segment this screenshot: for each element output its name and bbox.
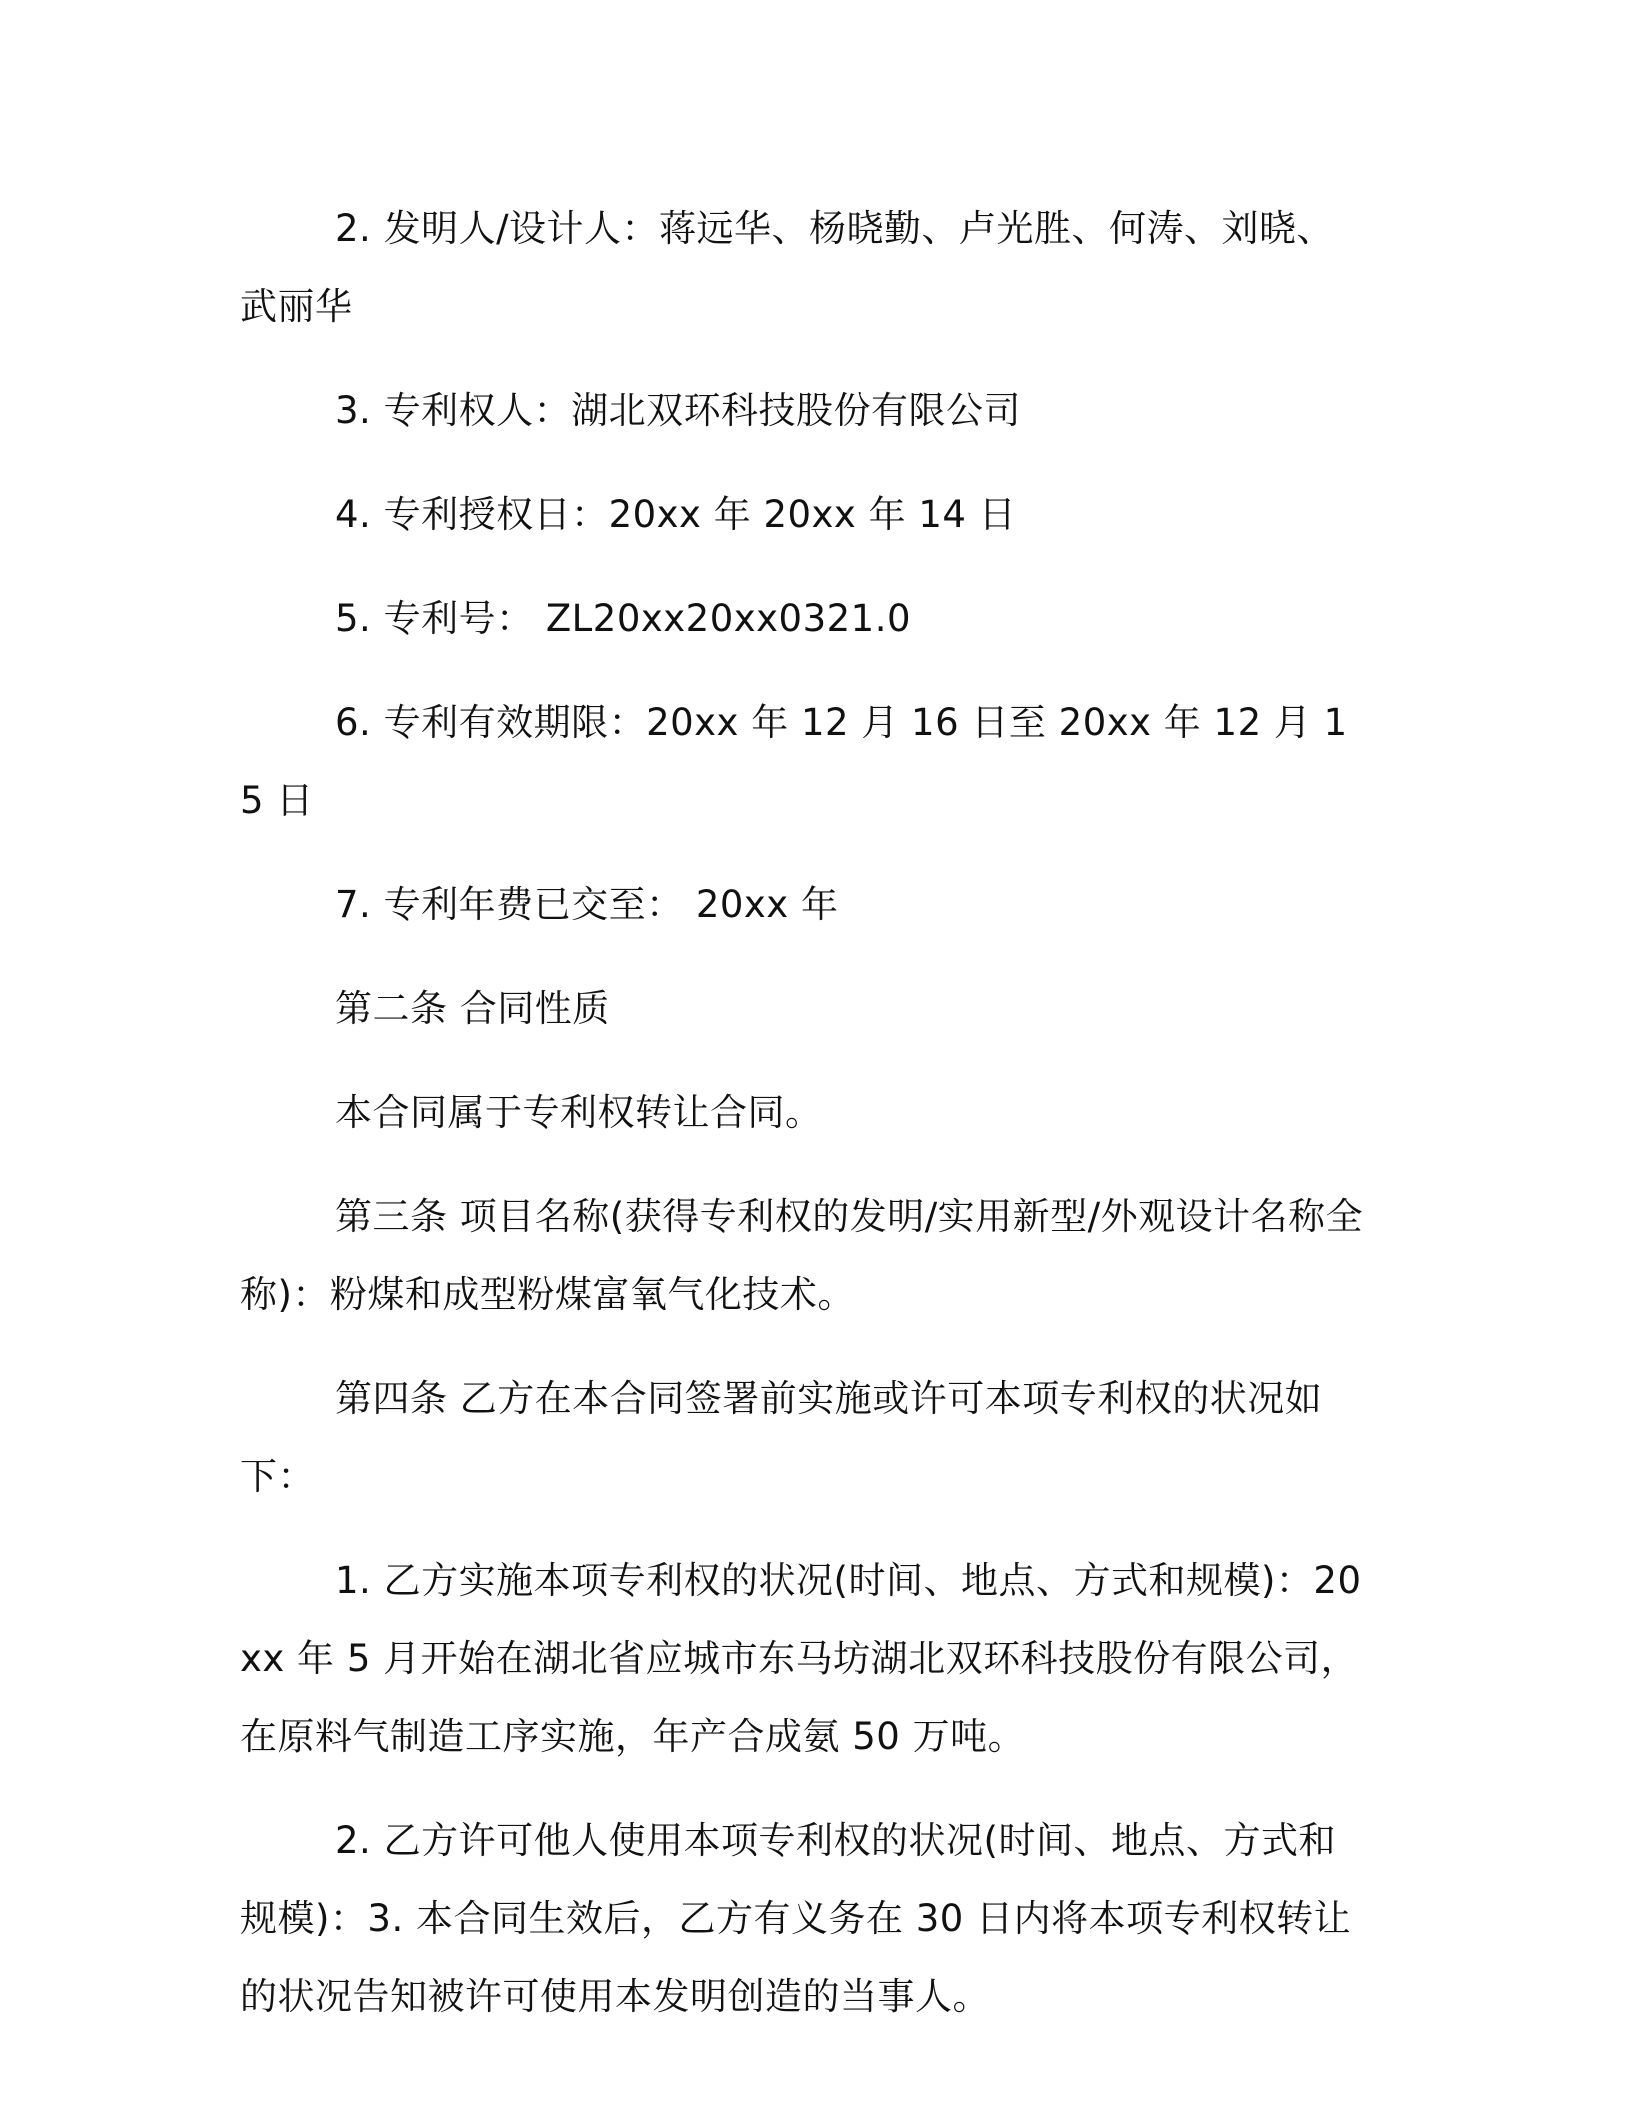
paragraph-validity-period: 6. 专利有效期限：20xx 年 12 月 16 日至 20xx 年 12 月 15 日 — [240, 701, 1348, 822]
paragraph-grant-date: 4. 专利授权日：20xx 年 20xx 年 14 日 — [335, 493, 1017, 536]
paragraph-article-three: 第三条 项目名称(获得专利权的发明/实用新型/外观设计名称全称)：粉煤和成型粉煤富氧气化技术。 — [240, 1195, 1364, 1316]
paragraph-patent-number: 5. 专利号： ZL20xx20xx0321.0 — [335, 597, 911, 640]
paragraph-license-status: 2. 乙方许可他人使用本项专利权的状况(时间、地点、方式和规模)：3. 本合同生效后，乙方有义务在 30 日内将本项专利权转让的状况告知被许可使用本发明创造的当事人。 — [240, 1819, 1352, 2018]
paragraph-contract-nature: 本合同属于专利权转让合同。 — [335, 1091, 823, 1134]
paragraph-article-four: 第四条 乙方在本合同签署前实施或许可本项专利权的状况如下： — [240, 1377, 1323, 1498]
heading-article-two: 第二条 合同性质 — [335, 987, 610, 1030]
document-body — [240, 190, 1370, 2062]
paragraph-annual-fee: 7. 专利年费已交至： 20xx 年 — [335, 883, 839, 926]
paragraph-implementation-status: 1. 乙方实施本项专利权的状况(时间、地点、方式和规模)：20xx 年 5 月开始在湖北省应城市东马坊湖北双环科技股份有限公司，在原料气制造工序实施，年产合成氨 50 万吨。 — [240, 1559, 1362, 1758]
paragraph-inventors: 2. 发明人/设计人：蒋远华、杨晓勤、卢光胜、何涛、刘晓、武丽华 — [240, 207, 1335, 328]
paragraph-patentee: 3. 专利权人：湖北双环科技股份有限公司 — [335, 389, 1022, 432]
